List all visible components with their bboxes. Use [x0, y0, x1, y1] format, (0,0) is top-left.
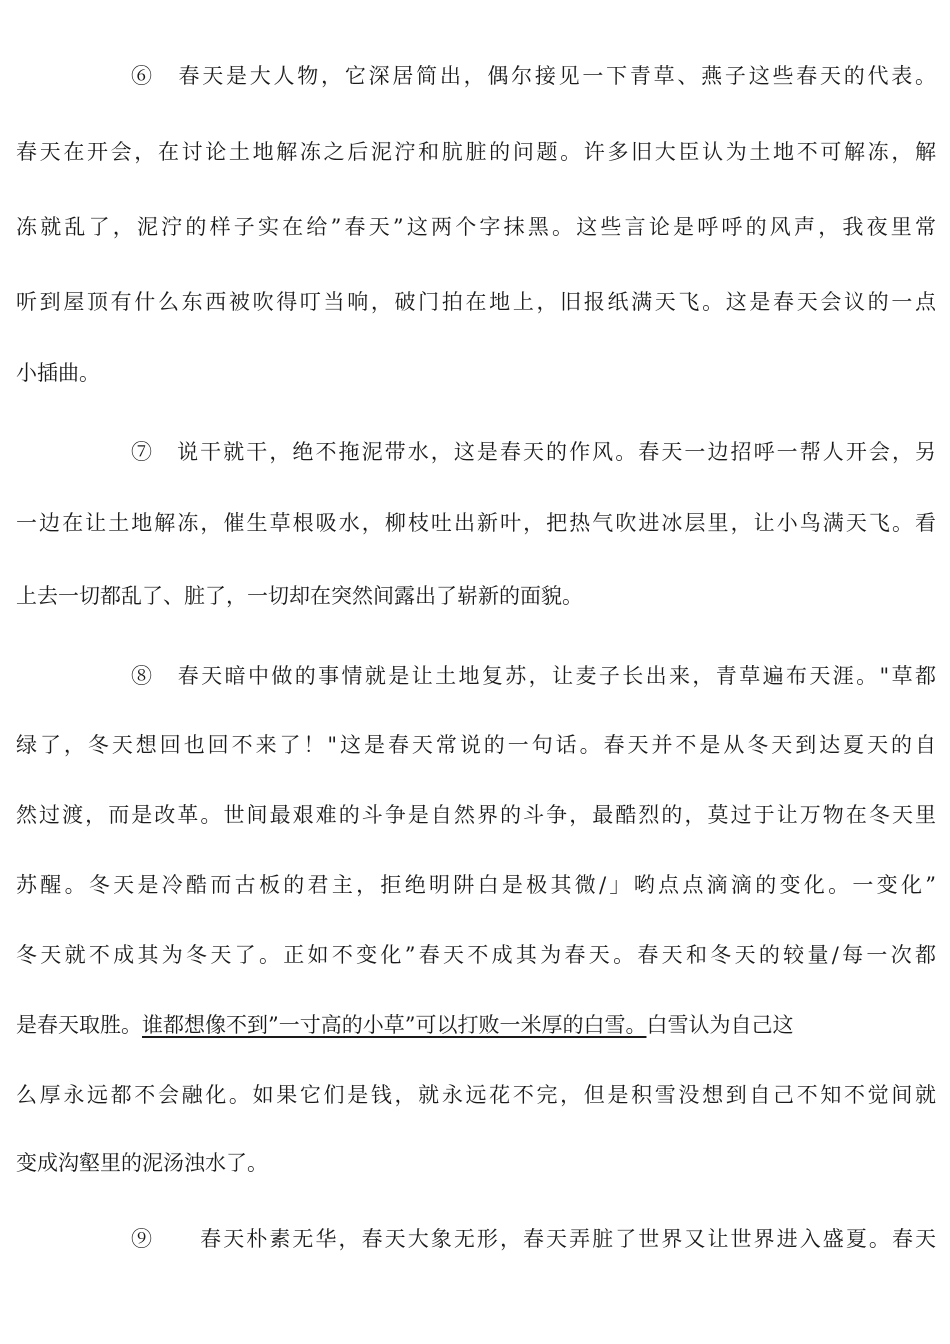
paragraph-8-line-7: 么厚永远都不会融化。如果它们是钱，就永远花不完，但是积雪没想到自己不知不觉间就: [16, 1083, 936, 1107]
paragraph-6-line-5: 小插曲。: [16, 361, 100, 385]
paragraph-8-line-2: 绿了，冬天想回也回不来了！"这是春天常说的一句话。春天并不是从冬天到达夏天的自: [16, 733, 936, 757]
paragraph-6-line-4: 听到屋顶有什么东西被吹得叮当响，破门拍在地上，旧报纸满天飞。这是春天会议的一点: [16, 290, 936, 314]
paragraph-7-line-2: 一边在让土地解冻，催生草根吸水，柳枝吐出新叶，把热气吹进冰层里，让小鸟满天飞。看: [16, 511, 936, 535]
paragraph-8-line-3: 然过渡，而是改革。世间最艰难的斗争是自然界的斗争，最酷烈的，莫过于让万物在冬天里: [16, 803, 936, 827]
paragraph-6-line-3: 冻就乱了，泥泞的样子实在给”春天”这两个字抹黑。这些言论是呼呼的风声，我夜里常: [16, 215, 936, 239]
paragraph-7-line-3: 上去一切都乱了、脏了，一切却在突然间露出了崭新的面貌。: [16, 584, 583, 608]
paragraph-9-line-1: ⑨ 春天朴素无华，春天大象无形，春天弄脏了世界又让世界进入盛夏。春天: [131, 1227, 936, 1251]
paragraph-6-line-1: ⑥ 春天是大人物，它深居简出，偶尔接见一下青草、燕子这些春天的代表。: [131, 64, 936, 88]
paragraph-8-line-5: 冬天就不成其为冬天了。正如不变化”春天不成其为春天。春天和冬天的较量/每一次都: [16, 943, 936, 967]
paragraph-8-line-4: 苏醒。冬天是冷酷而古板的君主，拒绝明阱白是极其微/」哟点点滴滴的变化。一变化”: [16, 873, 936, 897]
paragraph-8-line-6: [16, 1005, 936, 1045]
paragraph-8-line-6-start: 是春天取胜。: [16, 1013, 142, 1037]
paragraph-8-line-6-end: 白雪认为自己这: [646, 1013, 794, 1037]
paragraph-8-line-1: ⑧ 春天暗中做的事情就是让土地复苏，让麦子长出来，青草遍布天涯。"草都: [131, 664, 936, 688]
paragraph-7-line-1: ⑦ 说干就干，绝不拖泥带水，这是春天的作风。春天一边招呼一帮人开会，另: [131, 440, 936, 464]
paragraph-6-line-2: 春天在开会，在讨论土地解冻之后泥泞和肮脏的问题。许多旧大臣认为土地不可解冻，解: [16, 140, 936, 164]
paragraph-8-line-8: 变成沟壑里的泥汤浊水了。: [16, 1151, 268, 1175]
underlined-sentence: 谁都想像不到”一寸高的小草”可以打败一米厚的白雪。: [142, 1013, 647, 1037]
